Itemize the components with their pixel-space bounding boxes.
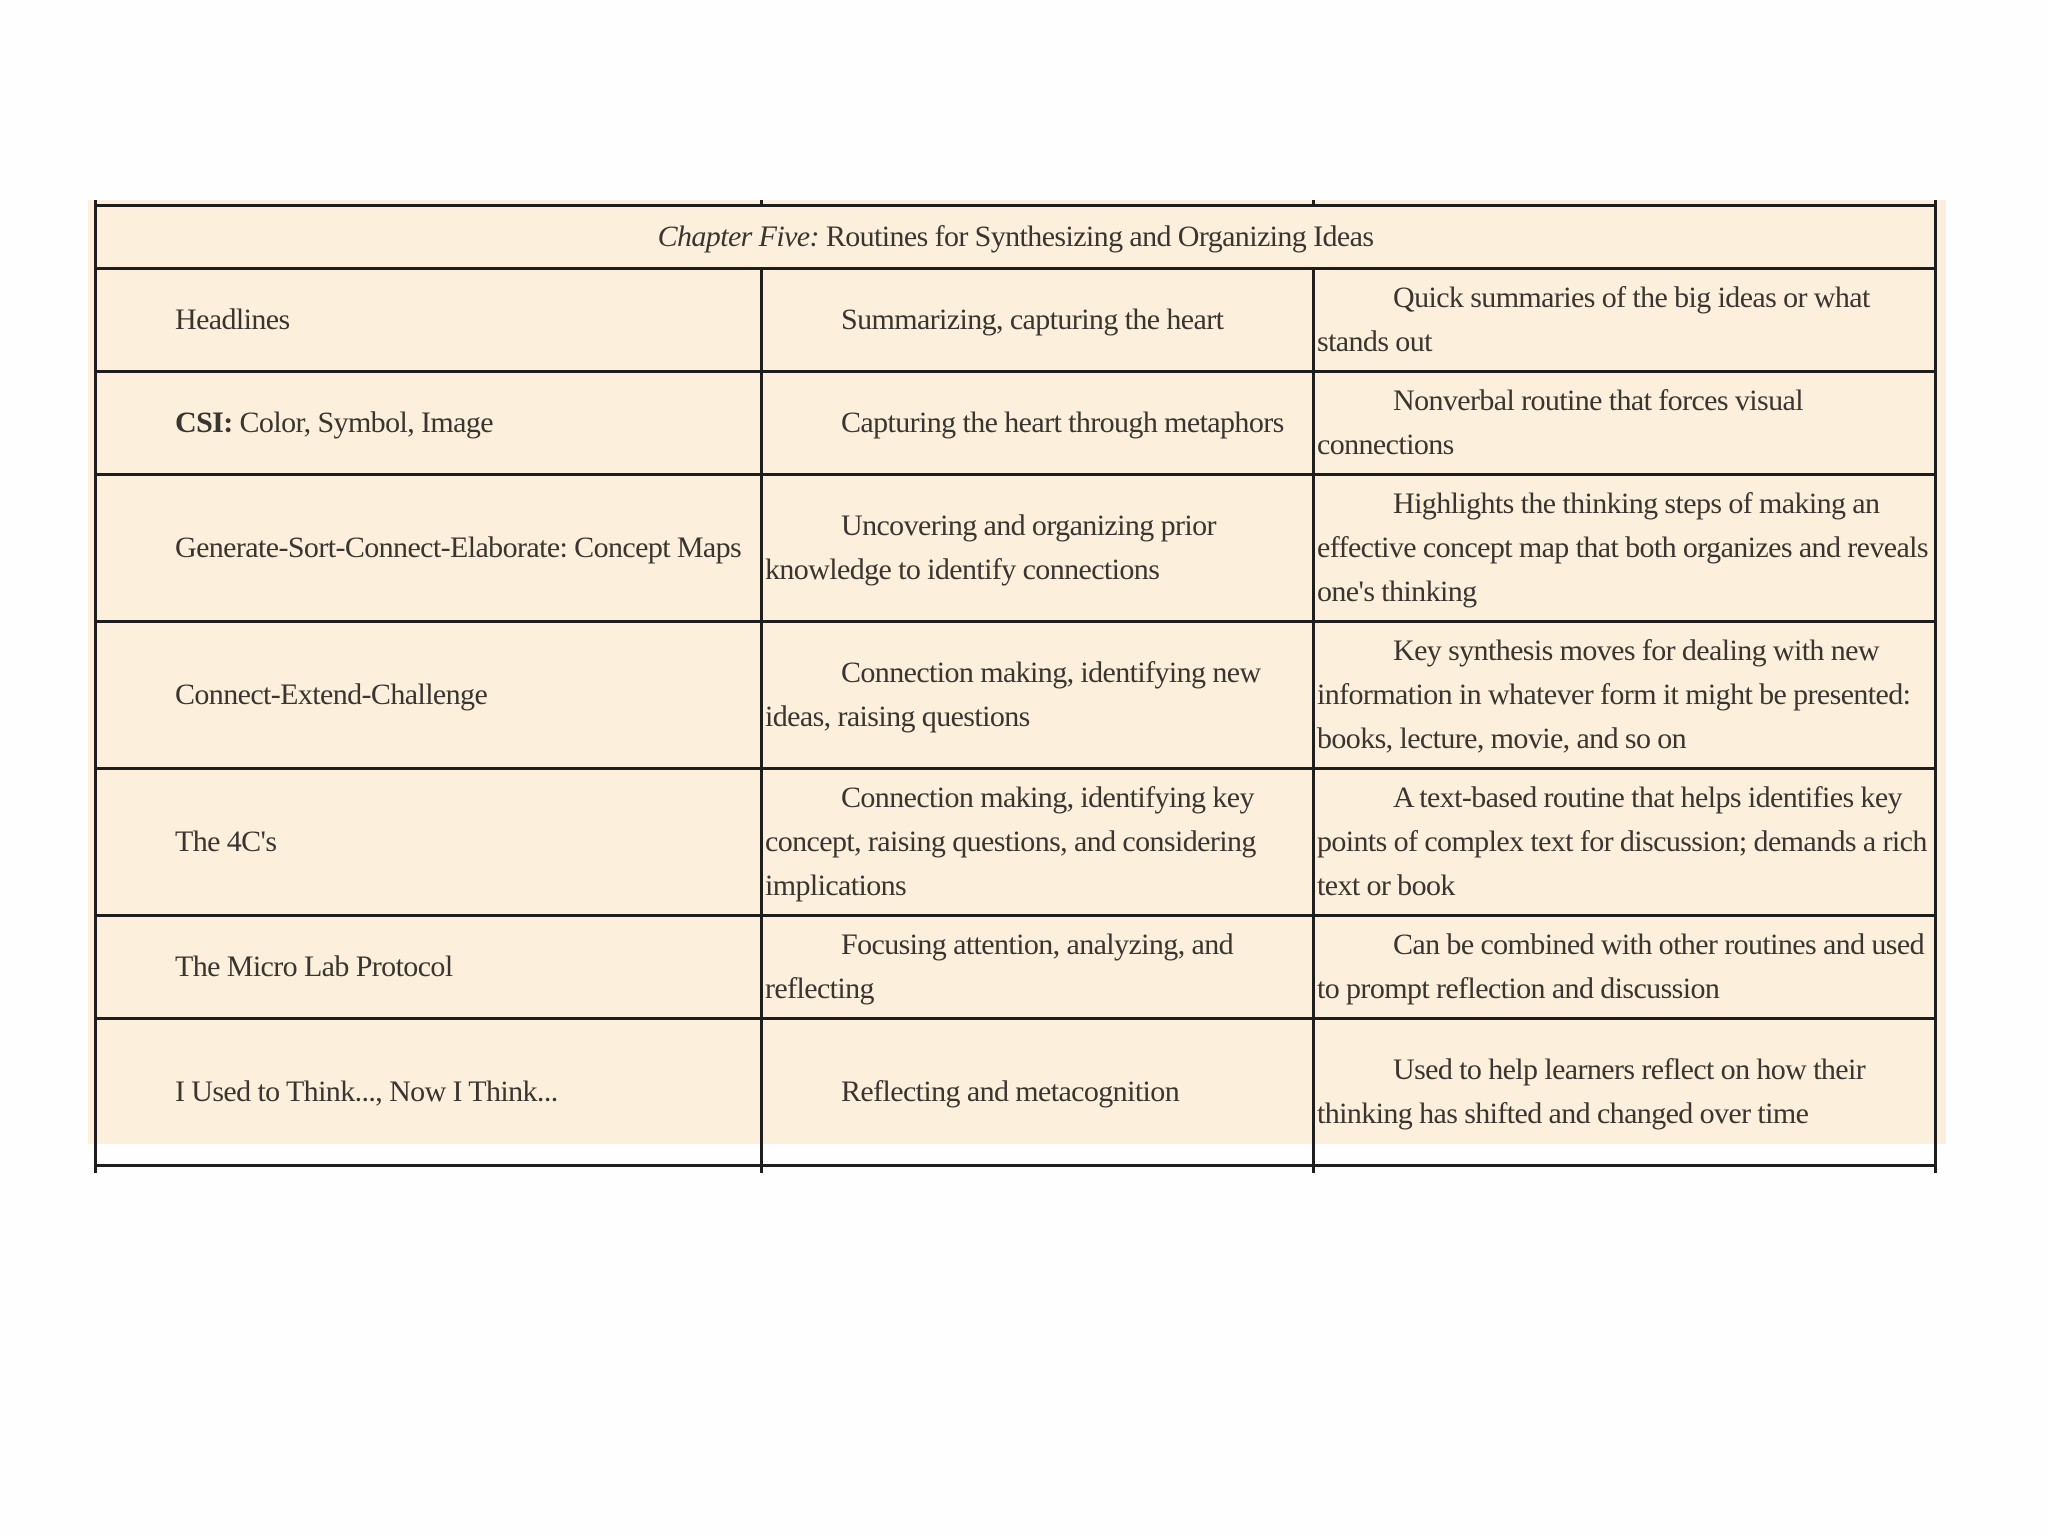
routine-notes: Can be combined with other routines and used to prompt reflection and discussion <box>1314 916 1936 1019</box>
table-row <box>96 622 1936 769</box>
routine-focus: Capturing the heart through metaphors <box>762 372 1314 475</box>
table-bottom-stub <box>96 1166 1936 1174</box>
routine-notes: Quick summaries of the big ideas or what stands out <box>1314 269 1936 372</box>
routine-name: The Micro Lab Protocol <box>96 916 762 1019</box>
routine-notes: Highlights the thinking steps of making an effective concept map that both organizes and reveals one's thinking <box>1314 475 1936 622</box>
table-image <box>88 200 1946 1144</box>
routines-table <box>94 200 1937 1173</box>
chapter-title: Routines for Synthesizing and Organizing Ideas <box>818 220 1374 253</box>
table-row <box>96 916 1936 1019</box>
routine-name: Headlines <box>96 269 762 372</box>
routine-prefix: CSI: <box>175 406 233 439</box>
table-row <box>96 372 1936 475</box>
routine-name: Connect-Extend-Challenge <box>96 622 762 769</box>
routine-name: The 4C's <box>96 769 762 916</box>
routine-focus: Summarizing, capturing the heart <box>762 269 1314 372</box>
routine-notes: Used to help learners reflect on how their thinking has shifted and changed over time <box>1314 1019 1936 1166</box>
table-row <box>96 269 1936 372</box>
routine-name: Generate-Sort-Connect-Elaborate: Concept Maps <box>96 475 762 622</box>
routine-focus: Connection making, identifying new ideas, raising questions <box>762 622 1314 769</box>
chapter-header-row <box>96 206 1936 269</box>
routine-name: CSI: Color, Symbol, Image <box>96 372 762 475</box>
routine-focus: Focusing attention, analyzing, and reflecting <box>762 916 1314 1019</box>
table-row <box>96 475 1936 622</box>
routine-focus: Connection making, identifying key concept, raising questions, and considering implications <box>762 769 1314 916</box>
table-row <box>96 769 1936 916</box>
routine-focus: Uncovering and organizing prior knowledge to identify connections <box>762 475 1314 622</box>
routine-focus: Reflecting and metacognition <box>762 1019 1314 1166</box>
routine-notes: Nonverbal routine that forces visual connections <box>1314 372 1936 475</box>
chapter-header <box>96 206 1936 269</box>
chapter-label: Chapter Five: <box>657 220 819 253</box>
routine-notes: A text-based routine that helps identifies key points of complex text for discussion; demands a rich text or book <box>1314 769 1936 916</box>
routine-notes: Key synthesis moves for dealing with new information in whatever form it might be presented: books, lecture, movie, and so on <box>1314 622 1936 769</box>
routine-name: I Used to Think..., Now I Think... <box>96 1019 762 1166</box>
table-row <box>96 1019 1936 1166</box>
